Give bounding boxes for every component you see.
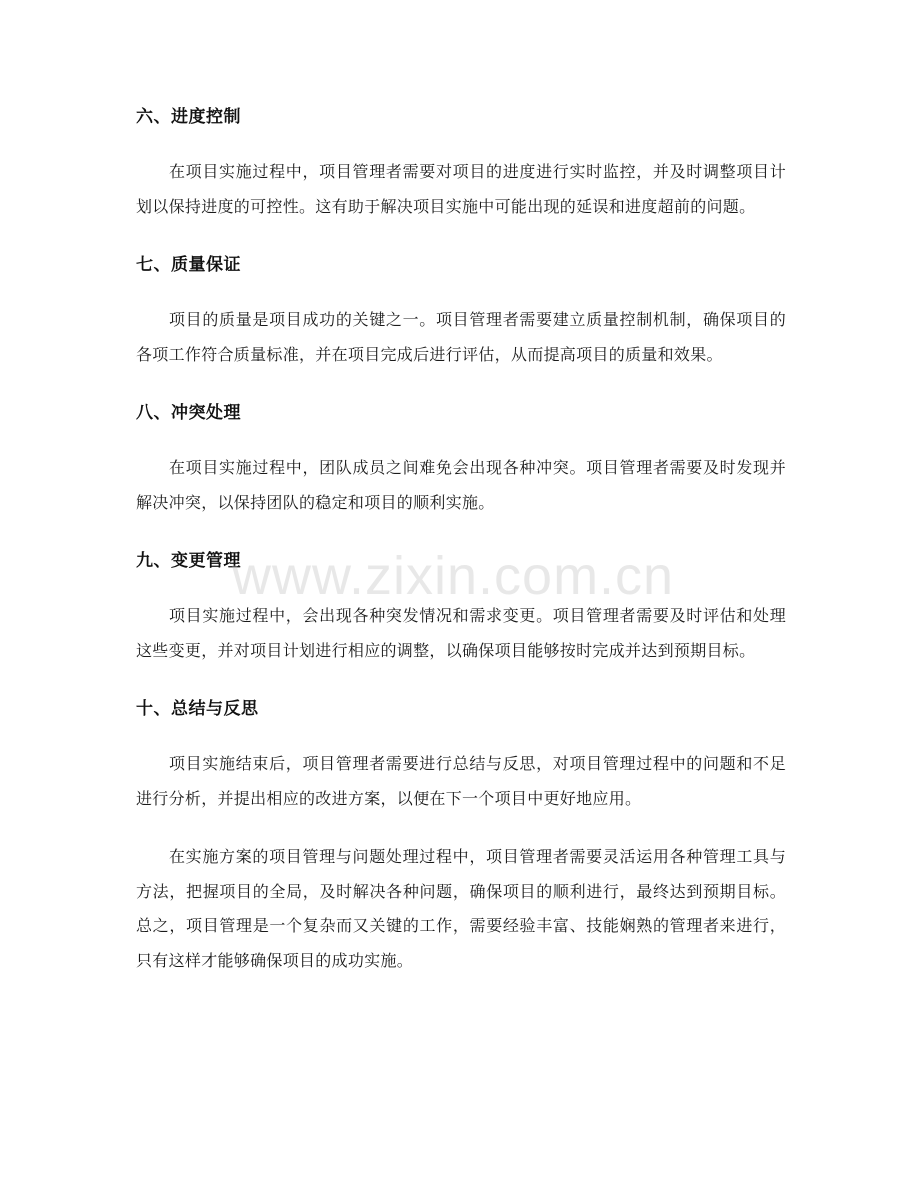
section-title-quality-assurance: 七、质量保证 bbox=[136, 255, 241, 275]
section-title-conflict-handling: 八、冲突处理 bbox=[136, 403, 241, 423]
section-title-progress-control: 六、进度控制 bbox=[136, 107, 241, 127]
paragraph-quality-assurance: 项目的质量是项目成功的关键之一。项目管理者需要建立质量控制机制，确保项目的各项工作符合质量标准，并在项目完成后进行评估，从而提高项目的质量和效果。 bbox=[136, 310, 786, 364]
section-title-summary-reflection: 十、总结与反思 bbox=[136, 699, 259, 719]
document-body bbox=[136, 104, 786, 978]
section-title-change-management: 九、变更管理 bbox=[136, 551, 241, 571]
watermark-text: www.zixin.com.cn bbox=[232, 546, 675, 606]
paragraph-conflict-handling: 在项目实施过程中，团队成员之间难免会出现各种冲突。项目管理者需要及时发现并解决冲突，以保持团队的稳定和项目的顺利实施。 bbox=[136, 458, 786, 512]
paragraph-progress-control: 在项目实施过程中，项目管理者需要对项目的进度进行实时监控，并及时调整项目计划以保持进度的可控性。这有助于解决项目实施中可能出现的延误和进度超前的问题。 bbox=[136, 162, 786, 216]
paragraph-summary-reflection: 项目实施结束后，项目管理者需要进行总结与反思，对项目管理过程中的问题和不足进行分析，并提出相应的改进方案，以便在下一个项目中更好地应用。 bbox=[136, 754, 786, 808]
paragraph-conclusion: 在实施方案的项目管理与问题处理过程中，项目管理者需要灵活运用各种管理工具与方法，把握项目的全局，及时解决各种问题，确保项目的顺利进行，最终达到预期目标。总之，项目管理是一个复杂而又关键的工作，需要经验丰富、技能娴熟的管理者来进行，只有这样才能够确保项目的成功实施。 bbox=[136, 847, 786, 970]
paragraph-change-management: 项目实施过程中，会出现各种突发情况和需求变更。项目管理者需要及时评估和处理这些变更，并对项目计划进行相应的调整，以确保项目能够按时完成并达到预期目标。 bbox=[136, 606, 786, 660]
